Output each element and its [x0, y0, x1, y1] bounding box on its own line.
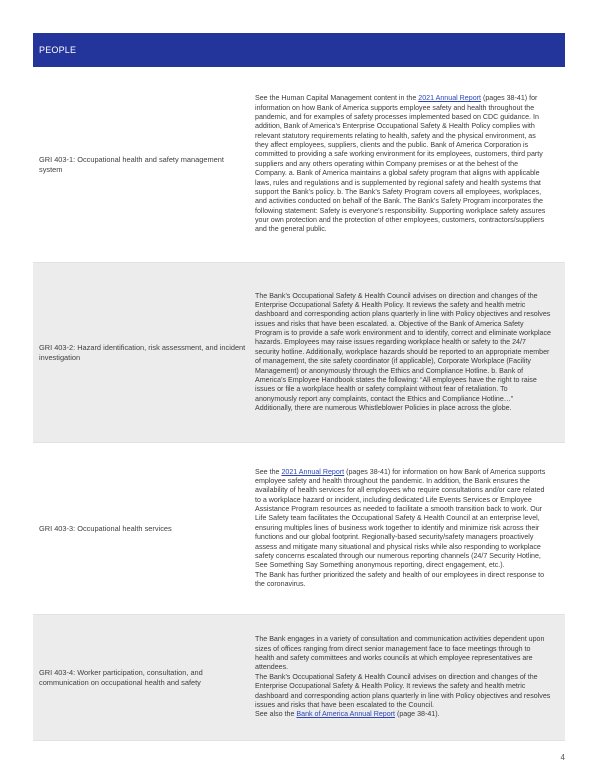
table-row-403-1: [33, 67, 565, 263]
annual-report-link[interactable]: 2021 Annual Report: [418, 94, 481, 103]
gri-table: [33, 33, 565, 741]
table-row-403-3: [33, 443, 565, 615]
table-row-403-4: [33, 615, 565, 741]
row-description: See the 2021 Annual Report (pages 38-41) for information on how Bank of America supports employee safety and health throughout the pandemic. In addition, the Bank ensures the availability of health services for all employees who require consultations and/or care related to a workplace hazard or incident, including dedicated Life Events Services or Employee Assistance Program resources as needed to facilitate a smooth transition back to work. Our Life Safety team facilitates the Occupational Safety & Health Council at an enterprise level, ensuring multiples lines of business work together to identify and minimize risk across their functions and our global footprint. Regionally-based security/safety managers proactively assess and mitigate many situational and physical risks while also responding to workplace safety concerns escalated through our numerous reporting channels (24/7 Security Hotline, See Something Say Something anonymous reporting, direct engagement, etc.). The Bank has further prioritized the safety and health of our employees in direct response to the coronavirus.: [255, 467, 546, 588]
annual-report-link[interactable]: Bank of America Annual Report: [296, 710, 396, 719]
row-description: The Bank’s Occupational Safety & Health Council advises on direction and changes of the Enterprise Occupational Safety & Health Policy. It reviews the safety and health metric dashboard and corresponding action plans quarterly in line with Policy objectives and resolves issues and risks that have been escalated. a. Objective of the Bank of America Safety Program is to provide a safe work environment and to identify, correct and eliminate workplace hazards. Employees may raise issues regarding workplace health or safety to the 24/7 security hotline. Additionally, workplace hazards should be reported to an appropriate member of management, the site safety coordinator (if applicable), Corporate Workplace (Facility Management) or anonymously through the Ethics and Compliance Hotline. b. Bank of America’s Employee Handbook states the following: “All employees have the right to raise issues or file a workplace health or safety complaint without fear of retaliation. To anonymously report any complaints, contact the Ethics and Compliance Hotline…” Additionally, there are numerous Whistleblower Policies in place across the globe.: [255, 291, 551, 412]
section-title: PEOPLE: [39, 45, 77, 55]
row-description: The Bank engages in a variety of consultation and communication activities dependent upon sizes of offices ranging from direct senior management face to face meetings through to health and safety committees and works councils at which employee representatives are attendees. The Bank’s Occupational Safety & Health Council advises on direction and changes of the Enterprise Occupational Safety & Health Policy. It reviews the safety and health metric dashboard and corresponding action plans quarterly in line with Policy objectives and resolves issues and risks that have been escalated to the Council. See also the Bank of America Annual Report (page 38-41).: [255, 635, 551, 719]
row-label: GRI 403-3: Occupational health services: [39, 523, 172, 533]
table-row-403-2: [33, 263, 565, 443]
annual-report-link[interactable]: 2021 Annual Report: [281, 467, 345, 476]
row-description: See the Human Capital Management content in the 2021 Annual Report (pages 38-41) for information on how Bank of America supports employee safety and health throughout the pandemic, and for examples of safety processes implemented based on CDC guidance. In addition, Bank of America’s Enterprise Occupational Safety & Health Policy complies with relevant statutory requirements relating to health, safety and the physical environment, as they affect employees, suppliers, clients and the public. Bank of America Corporation is committed to providing a safe working environment for its employees, customers, third party suppliers and any others operating within Company premises or at the behest of the Company. a. Bank of America maintains a global safety program that aligns with applicable laws, rules and regulations and is supplemented by regional safety and health systems that support the Bank’s policy. b. The Bank’s Safety Program covers all employees, workplaces, and activities conducted on behalf of the Bank. The Bank’s Safety Program incorporates the following statement: Safety is everyone’s responsibility. Supporting workplace safety assures your own protection and the protection of other employees, customers, contractors/suppliers and the general public.: [255, 94, 546, 234]
row-label: GRI 403-1: Occupational health and safety management system: [39, 154, 224, 174]
row-label: GRI 403-4: Worker participation, consultation, and communication on occupational health and safety: [39, 667, 203, 687]
row-label: GRI 403-2: Hazard identification, risk assessment, and incident investigation: [39, 342, 246, 362]
page-number: 4: [560, 753, 565, 762]
section-header: [33, 33, 565, 67]
